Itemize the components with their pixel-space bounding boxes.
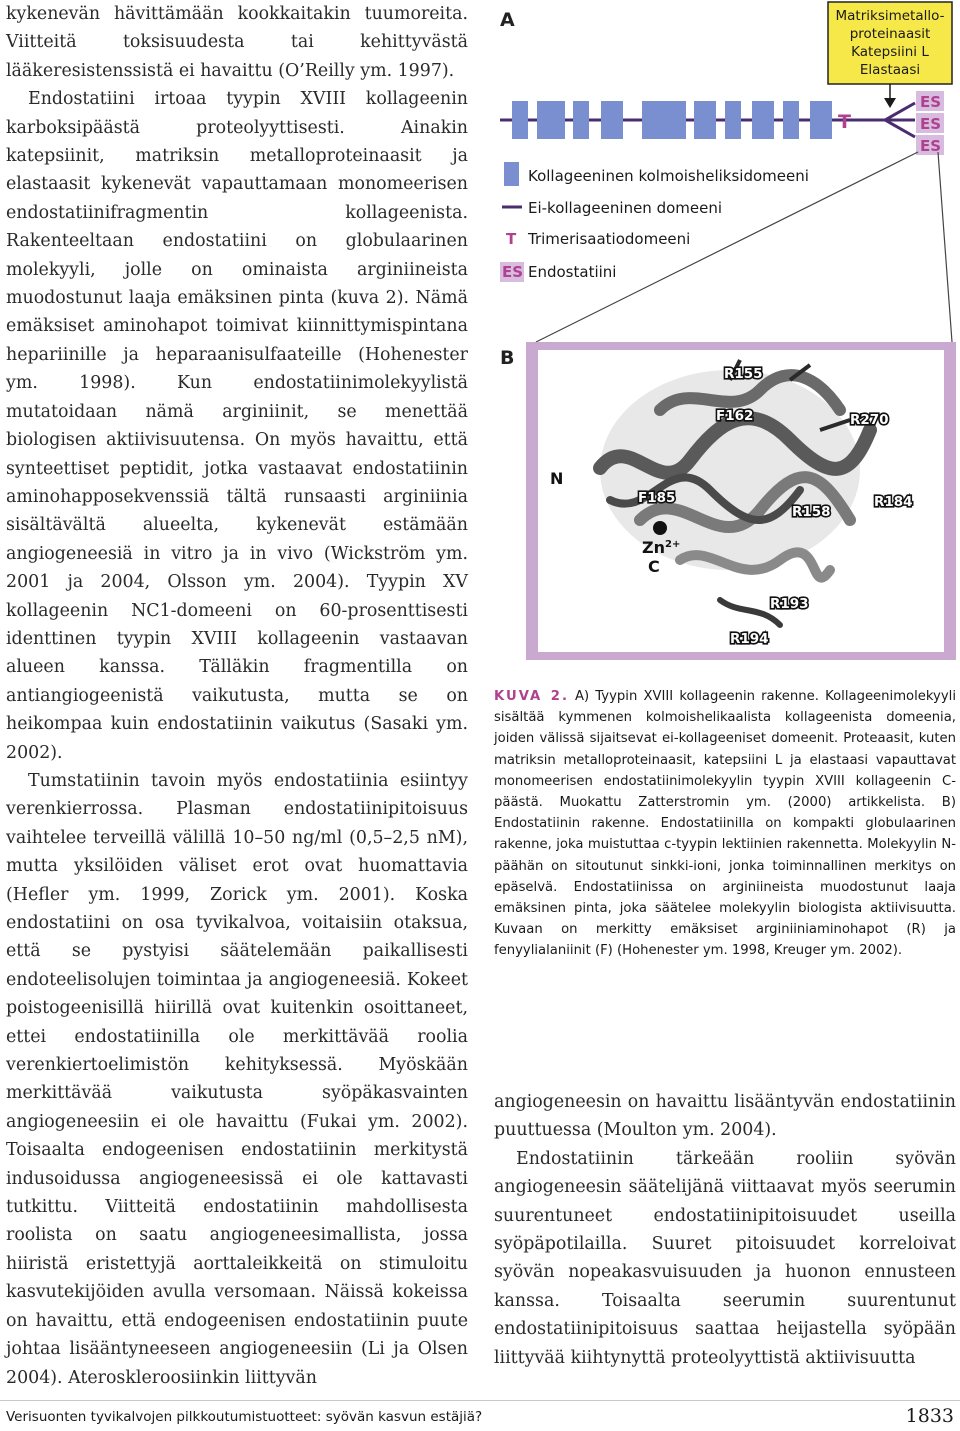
- right-paragraph-2: Endostatiinin tärkeään rooliin syövän angiogeneesin säätelijänä viittaavat myös seerumin suurentuneet endostatiinipitoisuudet useilla syöpäpotilailla. Suuret pitoisuudet korreloivat syövän nopeakasvuisuuden ja huonon ennusteen kanssa. Toisaalta seerumin suurentunut endostatiinipitoisuus saattaa heijastella syöpään liittyvää kiihtynyttä proteolyyttistä aktiivisuutta: [494, 1148, 956, 1368]
- residue-label: F185: [638, 490, 676, 506]
- legend-symbol-t: T: [506, 230, 517, 248]
- es-label-2: ES: [920, 115, 942, 133]
- zinc-label: $Zn^{2+}$: [642, 538, 681, 557]
- n-terminus-label: N: [550, 469, 564, 488]
- page-footer: [0, 1400, 960, 1431]
- legend-collagen-swatch: [504, 162, 519, 186]
- c-terminus-label: C: [648, 557, 660, 576]
- collagen-domain: [601, 101, 623, 139]
- right-text-column: [494, 1088, 956, 1372]
- residue-label: R193: [770, 596, 809, 612]
- panel-a-label: A: [500, 9, 515, 31]
- collagen-domain: [752, 101, 774, 139]
- panel-b-label: B: [500, 347, 515, 369]
- fork-bottom: [885, 120, 915, 137]
- collagenous-domains: [512, 101, 832, 139]
- collagen-domain: [642, 101, 686, 139]
- caption-text: A) Tyypin XVIII kollageenin rakenne. Kollageenimolekyyli sisältää kymmenen kolmoishelikaalista kollageenista domeenia, joiden välissä sijaitsevat ei-kollageeniset domeenit. Proteaasit, kuten matriksin metalloproteinaasit, katepsiini L ja elastaasi vapauttavat monomeerisen endostatiinimolekyylin tyypin XVIII kollageenin C-päästä. Muokattu Zatterstromin ym. (2000) artikkelista. B) Endostatiinin rakenne. Endostatiinilla on kompakti globulaarinen rakenne, joka muistuttaa c-tyypin lektiinien rakennetta. Molekyylin N-päähän on sitoutunut sinkki-ioni, jonka toiminnallinen merkitys on epäselvä. Endostatiinissa on arginiineista muodostunut laaja emäksinen pinta, joka säätelee molekyylin biologista aktiivisuutta. Kuvaan on merkitty emäksiset arginiiniaminohapot (R) ja fenyylialaniinit (F) (Hohenester ym. 1998, Kreuger ym. 2002).: [494, 689, 956, 959]
- caption-label: KUVA 2.: [494, 689, 569, 704]
- collagen-domain: [783, 101, 799, 139]
- es-label-1: ES: [920, 93, 942, 111]
- figure-2: [490, 0, 960, 670]
- left-paragraph-1: kykenevän hävittämään kookkaitakin tuumoreita. Viitteitä toksisuudesta tai kehittyvästä lääkeresistenssistä ei havaittu (O’Reilly ym. 1997).: [6, 4, 468, 81]
- enzymes-line-3: Katepsiini L: [851, 44, 929, 60]
- expansion-line-right: [938, 152, 952, 342]
- legend-symbol-es: ES: [502, 263, 524, 281]
- collagen-domain: [573, 101, 589, 139]
- legend-text-1: Kollageeninen kolmoisheliksidomeeni: [528, 167, 809, 185]
- footer-title: Verisuonten tyvikalvojen pilkkoutumistuotteet: syövän kasvun estäjiä?: [6, 1409, 483, 1425]
- residue-label: R194: [730, 631, 769, 647]
- residue-label: F162: [716, 408, 754, 424]
- collagen-domain: [537, 101, 565, 139]
- legend-text-2: Ei-kollageeninen domeeni: [528, 199, 723, 217]
- enzymes-line-2: proteinaasit: [849, 26, 931, 42]
- collagen-domain: [725, 101, 741, 139]
- left-text-column: [6, 0, 468, 1392]
- legend-text-3: Trimerisaatiodomeeni: [528, 230, 691, 248]
- residue-label: R184: [874, 494, 913, 510]
- residue-label: R155: [724, 366, 763, 382]
- cleavage-arrowhead: [884, 98, 896, 108]
- es-label-3: ES: [920, 137, 942, 155]
- figure-caption: [494, 686, 956, 962]
- trimer-label: T: [838, 111, 851, 133]
- legend-text-4: Endostatiini: [528, 263, 617, 281]
- figure-2-graphic: [490, 0, 960, 670]
- left-paragraph-3: Tumstatiinin tavoin myös endostatiinia esiintyy verenkierrossa. Plasman endostatiinipitoisuus vaihtelee terveillä välillä 10–50 ng/ml (0,5–2,5 nM), mutta yksilöiden väliset erot ovat huomattavia (Hefler ym. 1999, Zorick ym. 2001). Koska endostatiini on osa tyvikalvoa, voitaisiin otaksua, että se pystyisi säätelemään paikallisesti endoteelisolujen toimintaa ja angiogeneesiä. Kokeet poistogeenisillä hiirillä ovat kuitenkin osoittaneet, ettei endostatiinilla ole merkittävää roolia verenkiertoelimistön kehityksessä. Myöskään merkittävää vaikutusta syöpäkasvainten angiogeneesiin ei ole havaittu (Fukai ym. 2002). Toisaalta endogeenisen endostatiinin merkitystä indusoidussa angiogeneesissä ei ole kattavasti tutkittu. Viitteitä endostatiinin mahdollisesta roolista on saatu angiogeneesimallista, jossa hiiristä eristettyjä aorttaleikkeitä on stimuloitu kasvutekijöiden avulla versomaan. Näissä kokeissa on havaittu, että endogeenisen endostatiinin puute johtaa lisääntyneeseen angiogeneesiin (Li ja Olsen 2004). Ateroskleroosiinkin liittyvän: [6, 770, 468, 1388]
- right-paragraph-1: angiogeneesin on havaittu lisääntyvän endostatiinin puuttuessa (Moulton ym. 2004).: [494, 1092, 956, 1141]
- collagen-domain: [810, 101, 832, 139]
- enzymes-line-1: Matriksimetallo-: [835, 8, 945, 24]
- residue-label: R270: [850, 412, 889, 428]
- collagen-domain: [694, 101, 716, 139]
- collagen-domain: [512, 101, 528, 139]
- page-number: 1833: [905, 1405, 954, 1427]
- left-paragraph-2: Endostatiini irtoaa tyypin XVIII kollageenin karboksipäästä proteolyyttisesti. Ainakin katepsiinit, matriksin metalloproteinaasit ja elastaasit kykenevät vapauttamaan monomeerisen endostatiinifragmentin kollageenista. Rakenteeltaan endostatiini on globulaarinen molekyyli, jolle on ominaista arginiineista muodostunut laaja emäksinen pinta (kuva 2). Nämä emäksiset aminohapot toimivat kiinnittymispintana hepariinille ja heparaanisulfaateille (Hohenester ym. 1998). Kun endostatiinimolekyylistä mutatoidaan nämä arginiinit, se menettää biologisen aktiivisuutensa. On myös havaittu, että synteettiset peptidit, jotka vastaavat endostatiinin aminohapposekvenssiä tältä runsaasti arginiinia sisältävältä alueelta, kykenevät estämään angiogeneesiä in vitro ja in vivo (Wickström ym. 2001 ja 2004, Olsson ym. 2004). Tyypin XV kollageenin NC1-domeeni on 60-prosenttisesti identtinen tyypin XVIII kollageenin vastaavan alueen kanssa. Tälläkin fragmentilla on antiangiogeenistä vaikutusta, mutta se on heikompaa kuin endostatiinin vaikutus (Sasaki ym. 2002).: [6, 89, 468, 763]
- residue-label: R158: [792, 504, 831, 520]
- enzymes-line-4: Elastaasi: [859, 62, 921, 78]
